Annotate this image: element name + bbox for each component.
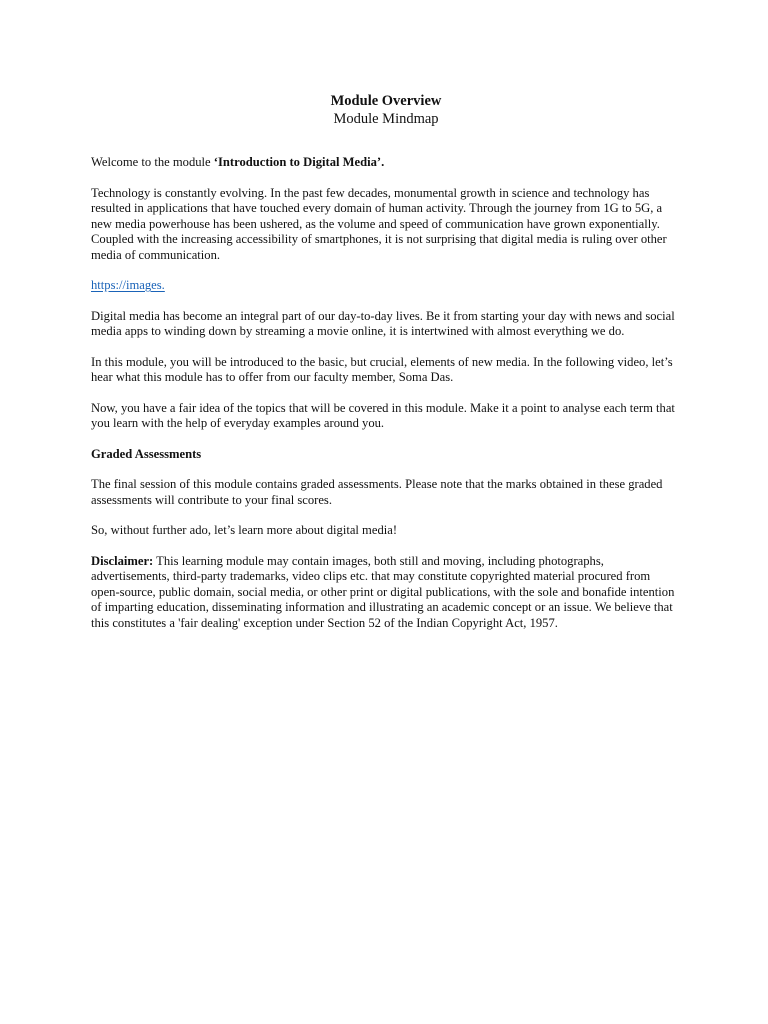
intro-video-paragraph: In this module, you will be introduced to the basic, but crucial, elements of new media. In the following video, let’s hear what this module has to offer from our faculty member, Soma Das. — [91, 354, 673, 384]
graded-assessments-heading: Graded Assessments — [91, 446, 202, 461]
welcome-prefix: Welcome to the module — [91, 155, 214, 169]
closing-paragraph: So, without further ado, let’s learn more about digital media! — [91, 523, 398, 537]
page-title: Module Overview — [330, 93, 442, 109]
welcome-paragraph — [91, 155, 681, 171]
disclaimer-label: Disclaimer: — [91, 553, 154, 568]
link-paragraph — [91, 278, 681, 294]
disclaimer-body: This learning module may contain images, both still and moving, including photographs, advertisements, third-party trademarks, video clips etc. that may constitute copyrighted material procured from open-source, public domain, social media, or other print or digital publications, with the sole and bonafide intention of imparting education, disseminating information and illustrating an academic concept or an issue. We believe that this constitutes a 'fair dealing' exception under Section 52 of the Indian Copyright Act, 1957. — [91, 553, 675, 630]
document-page — [91, 92, 681, 646]
fair-idea-paragraph: Now, you have a fair idea of the topics that will be covered in this module. Make it a point to analyse each term that you learn with the help of everyday examples around you. — [91, 400, 675, 430]
disclaimer-paragraph — [91, 554, 681, 632]
images-link[interactable]: https://images. — [91, 278, 165, 292]
page-subtitle: Module Mindmap — [333, 111, 439, 127]
graded-assessments-paragraph: The final session of this module contains graded assessments. Please note that the marks obtained in these graded assessments will contribute to your final scores. — [91, 477, 663, 507]
digital-media-paragraph: Digital media has become an integral part of our day-to-day lives. Be it from starting your day with news and social media apps to winding down by streaming a movie online, it is intertwined with almost everything we do. — [91, 308, 675, 338]
module-name: ‘Introduction to Digital Media’. — [213, 155, 385, 169]
technology-paragraph: Technology is constantly evolving. In the past few decades, monumental growth in science and technology has resulted in applications that have touched every domain of human activity. Through the journey from 1G to 5G, a new media powerhouse has been ushered, as the volume and speed of communication have grown exponentially. Coupled with the increasing accessibility of smartphones, it is not surprising that digital media is ruling over other media of communication. — [91, 185, 667, 262]
